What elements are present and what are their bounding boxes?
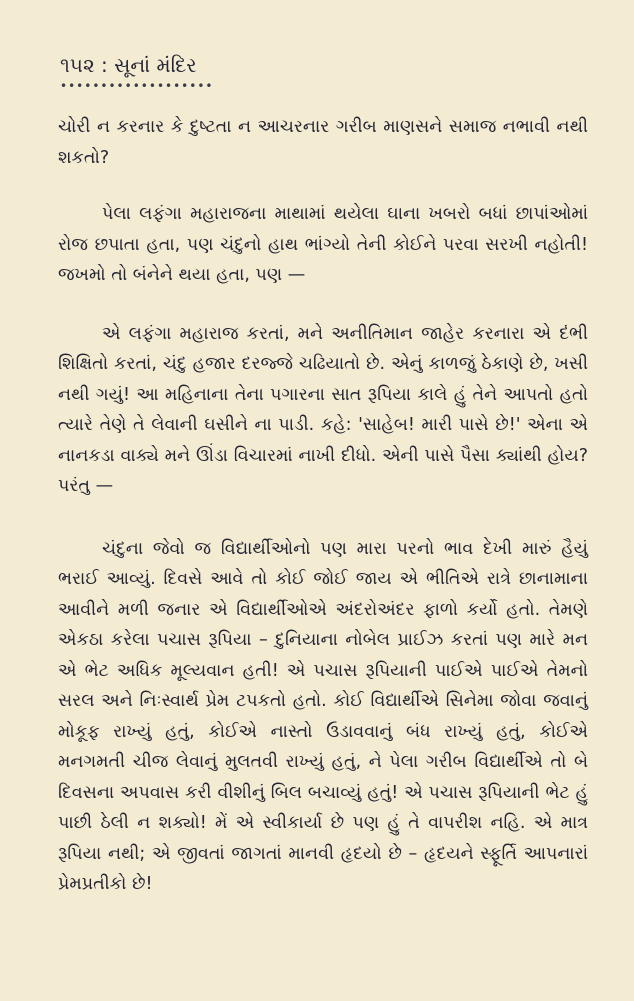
- header-dotted-rule: •••••••••••••••••••: [60, 79, 214, 93]
- paragraph-4: ચંદુના જેવો જ વિદ્યાર્થીઓનો પણ મારા પરનો ભાવ દેખી મારું હૈયું ભરાઈ આવ્યું. દિવસે આવે તો કોઈ જોઈ જાય એ ભીતિએ રાત્રે છાનામાના આવીને મળી જનાર એ વિદ્યાર્થીઓએ અંદરોઅંદર ફાળો કર્યો હતો. તેમણે એકઠા કરેલા પચાસ રૂપિયા – દુનિયાના નોબેલ પ્રાઈઝ કરતાં પણ મારે મન એ ભેટ અધિક મૂલ્યવાન હતી! એ પચાસ રૂપિયાની પાઈએ પાઈએ તેમનો સરલ અને નિઃસ્વાર્થ પ્રેમ ટપકતો હતો. કોઈ વિદ્યાર્થીએ સિનેમા જોવા જવાનું મોકૂફ રાખ્યું હતું, કોઈએ નાસ્તો ઉડાવવાનું બંધ રાખ્યું હતું, કોઈએ મનગમતી ચીજ લેવાનું મુલતવી રાખ્યું હતું, ને પેલા ગરીબ વિદ્યાર્થીએ તો બે દિવસના અપવાસ કરી વીશીનું બિલ બચાવ્યું હતું! એ પચાસ રૂપિયાની ભેટ હું પાછી ઠેલી ન શક્યો! મેં એ સ્વીકાર્યા છે પણ હું તે વાપરીશ નહિ. એ માત્ર રૂપિયા નથી; એ જીવતાં જાગતાં માનવી હૃદયો છે – હૃદયને સ્ફૂર્તિ આપનારાં પ્રેમપ્રતીકો છે!: [58, 538, 588, 894]
- paragraph-1: ચોરી ન કરનાર કે દુષ્ટતા ન આચરનાર ગરીબ માણસને સમાજ નભાવી નથી શકતો?: [58, 117, 588, 168]
- paragraph-3: એ લફંગા મહારાજ કરતાં, મને અનીતિમાન જાહેર કરનારા એ દંભી શિક્ષિતો કરતાં, ચંદુ હજાર દરજ્જે ચઢિયાતો છે. એનું કાળજું ઠેકાણે છે, ખસી નથી ગયું! આ મહિનાના તેના પગારના સાત રૂપિયા કાલે હું તેને આપતો હતો ત્યારે તેણે તે લેવાની ઘસીને ના પાડી. કહે: 'સાહેબ! મારી પાસે છે!' એના એ નાનકડા વાક્યે મને ઊંડા વિચારમાં નાખી દીધો. એની પાસે પૈસા ક્યાંથી હોય? પરંતુ —: [58, 323, 588, 496]
- page-header: ૧૫૨ : સૂનાં મંદિર: [60, 53, 197, 77]
- paragraph-2: પેલા લફંગા મહારાજના માથામાં થયેલા ઘાના ખબરો બધાં છાપાંઓમાં રોજ છપાતા હતા, પણ ચંદુનો હાથ ભાંગ્યો તેની કોઈને પરવા સરખી નહોતી! જખમો તો બંનેને થયા હતા, પણ —: [58, 204, 588, 285]
